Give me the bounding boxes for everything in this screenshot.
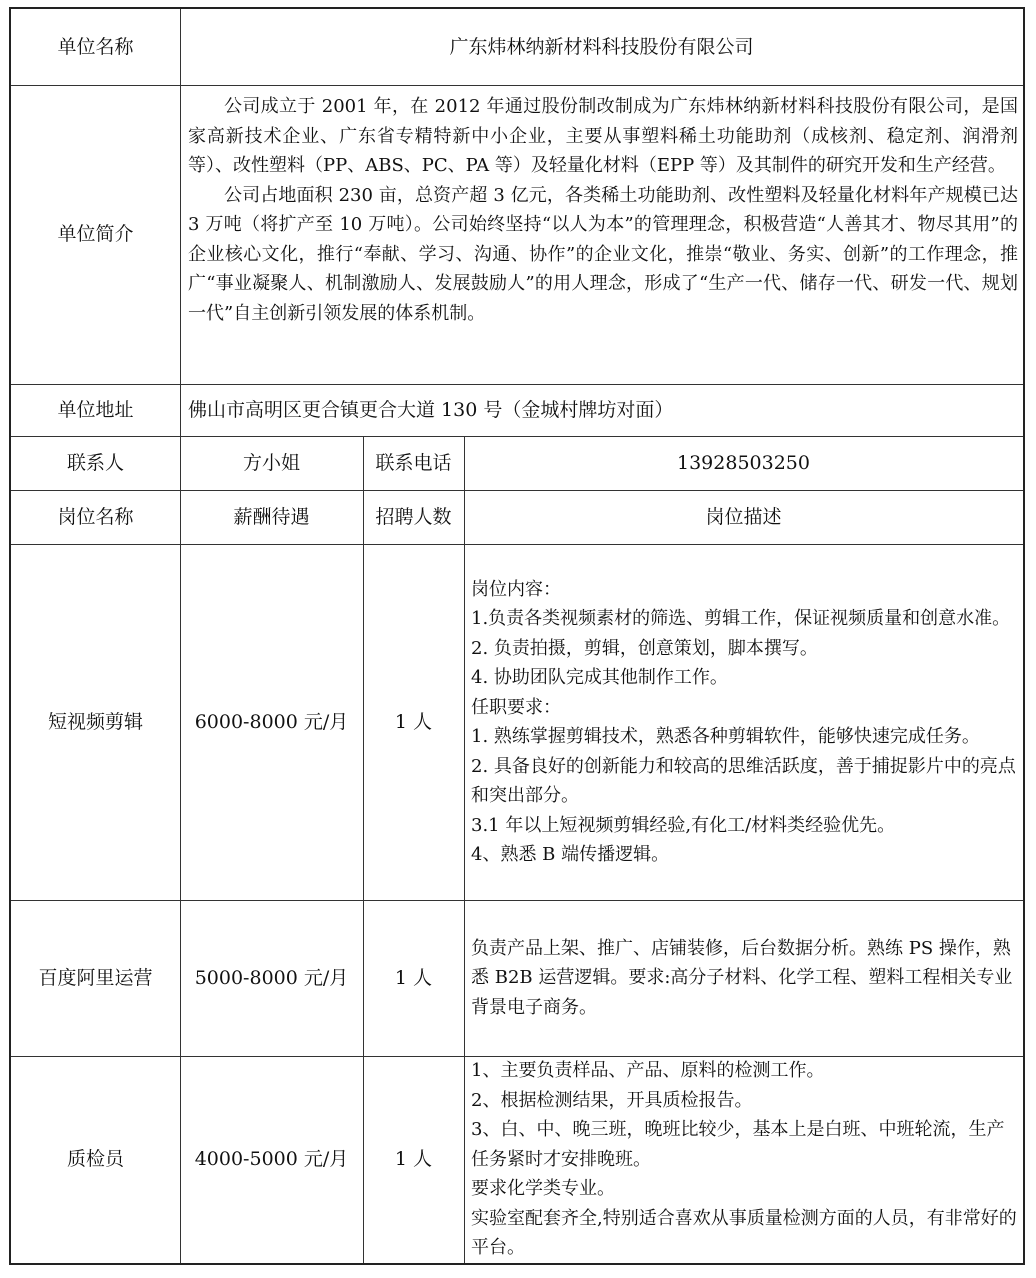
job-description-line: 3.1 年以上短视频剪辑经验,有化工/材料类经验优先。 — [471, 814, 896, 836]
job-description — [471, 900, 1019, 1056]
job-description — [471, 544, 1019, 900]
job-description-line: 岗位内容： — [471, 578, 561, 600]
header-position: 岗位名称 — [57, 505, 134, 528]
job-description-line: 3、白、中、晚三班，晚班比较少，基本上是白班、中班轮流，生产任务紧时才安排晚班。 — [471, 1119, 1005, 1170]
job-description-line: 4. 协助团队完成其他制作工作。 — [471, 667, 728, 688]
job-description-line: 1. 熟练掌握剪辑技术，熟悉各种剪辑软件，能够快速完成任务。 — [471, 726, 980, 747]
job-description-line: 要求化学类专业。 — [471, 1178, 615, 1200]
company-intro-label: 单位简介 — [57, 223, 134, 246]
company-name: 广东炜林纳新材料科技股份有限公司 — [449, 35, 754, 58]
job-description-line: 1、主要负责样品、产品、原料的检测工作。 — [471, 1060, 825, 1082]
job-description-line: 2. 具备良好的创新能力和较高的思维活跃度，善于捕捉影片中的亮点和突出部分。 — [471, 755, 1016, 806]
job-description-line: 实验室配套齐全,特别适合喜欢从事质量检测方面的人员，有非常好的平台。 — [471, 1207, 1017, 1259]
contact-label: 联系人 — [66, 451, 124, 474]
job-description — [471, 1056, 1019, 1263]
intro-paragraph: 公司成立于 2001 年，在 2012 年通过股份制改制成为广东炜林纳新材料科技股份有限公司，是国家高新技术企业、广东省专精特新中小企业，主要从事塑料稀土功能助剂（成核剂、稳定剂、润滑剂等）、改性塑料（PP、ABS、PC、PA 等）及轻量化材料（EPP 等）及其制件的研究开发和生产经营。 — [188, 96, 1018, 176]
job-description-line: 1.负责各类视频素材的筛选、剪辑工作，保证视频质量和创意水准。 — [471, 608, 1011, 629]
job-description-line: 负责产品上架、推广、店铺装修，后台数据分析。熟练 PS 操作，熟悉 B2B 运营逻辑。要求:高分子材料、化学工程、塑料工程相关专业背景电子商务。 — [471, 937, 1013, 1018]
job-count: 1 人 — [394, 1148, 433, 1171]
company-name-label: 单位名称 — [57, 35, 134, 58]
job-description-line: 4、熟悉 B 端传播逻辑。 — [471, 844, 670, 865]
job-salary: 5000-8000 元/月 — [194, 966, 349, 989]
intro-paragraph: 公司占地面积 230 亩，总资产超 3 亿元，各类稀土功能助剂、改性塑料及轻量化材料年产规模已达 3 万吨（将扩产至 10 万吨）。公司始终坚持“以人为本”的管理理念，积极营造“人善其才、物尽其用”的企业核心文化，推行“奉献、学习、沟通、协作”的企业文化，推崇“敬业、务实、创新”的工作理念，推广“事业凝聚人、机制激励人、发展鼓励人”的用人理念，形成了“生产一代、储存一代、研发一代、规划一代”自主创新引领发展的体系机制。 — [188, 184, 1018, 324]
recruitment-table — [9, 7, 1025, 1265]
company-address: 佛山市高明区更合镇更合大道 130 号（金城村牌坊对面） — [188, 398, 674, 421]
job-description-line: 2、根据检测结果，开具质检报告。 — [471, 1089, 753, 1111]
job-position: 短视频剪辑 — [47, 710, 143, 733]
phone-label: 联系电话 — [375, 451, 452, 474]
job-position: 百度阿里运营 — [38, 966, 153, 989]
company-address-label: 单位地址 — [57, 398, 134, 421]
header-description: 岗位描述 — [705, 505, 782, 528]
contact-person: 方小姐 — [242, 451, 300, 474]
job-description-line: 任职要求： — [471, 696, 561, 718]
job-description-line: 2. 负责拍摄，剪辑，创意策划，脚本撰写。 — [471, 637, 818, 659]
phone-number: 13928503250 — [677, 451, 810, 474]
column-divider — [464, 436, 465, 1263]
company-intro — [188, 92, 1018, 328]
job-salary: 6000-8000 元/月 — [194, 710, 349, 733]
header-salary: 薪酬待遇 — [233, 505, 310, 528]
job-position: 质检员 — [66, 1148, 124, 1171]
job-count: 1 人 — [394, 710, 433, 733]
job-count: 1 人 — [394, 966, 433, 989]
job-salary: 4000-5000 元/月 — [194, 1148, 349, 1171]
header-count: 招聘人数 — [375, 505, 452, 528]
